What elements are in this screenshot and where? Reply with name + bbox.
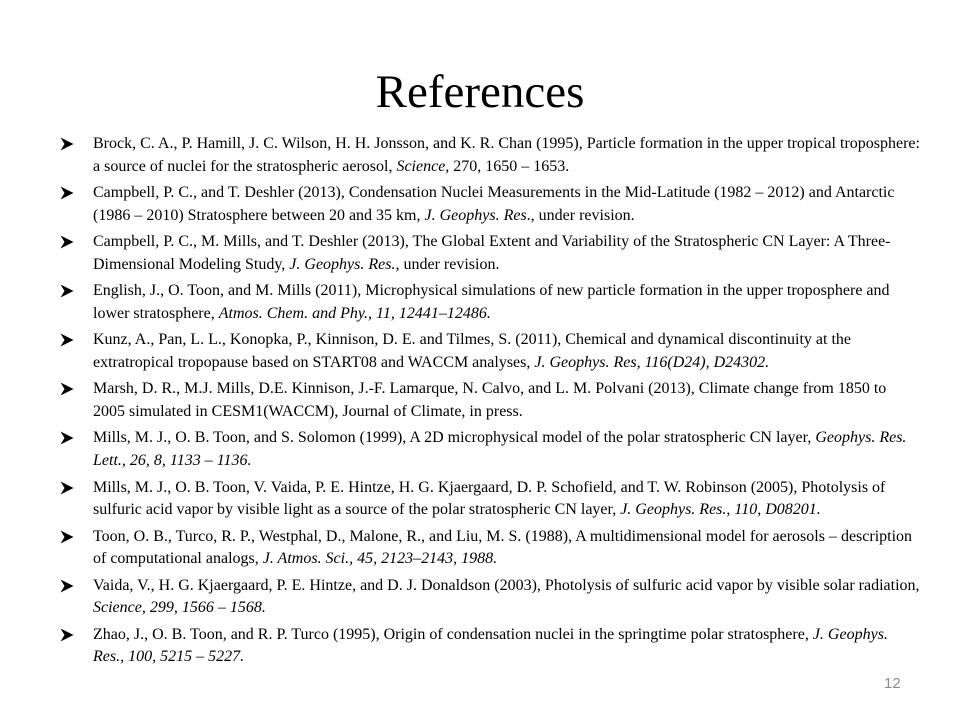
reference-item bbox=[60, 575, 920, 620]
reference-text bbox=[93, 479, 885, 519]
reference-citation: Science, 299, 1566 – 1568. bbox=[93, 599, 266, 617]
reference-segment: Campbell, P. C., and T. Deshler (2013), Condensation Nuclei Measurements in the Mid-Latitude (1982 – 2012) and Antarctic (1986 – 2010) Stratosphere between 20 and 35 km, bbox=[93, 184, 895, 224]
reference-text bbox=[93, 233, 891, 273]
reference-segment: Mills, M. J., O. B. Toon, and S. Solomon (1999), A 2D microphysical model of the polar stratospheric CN layer, bbox=[93, 429, 816, 447]
reference-text bbox=[93, 577, 920, 617]
page-number: 12 bbox=[884, 675, 901, 692]
slide-title: References bbox=[375, 66, 585, 118]
references-list bbox=[60, 133, 920, 673]
reference-segment: Zhao, J., O. B. Toon, and R. P. Turco (1995), Origin of condensation nuclei in the springtime polar stratosphere, bbox=[93, 625, 813, 643]
arrowhead-bullet-icon bbox=[60, 481, 74, 495]
reference-text bbox=[93, 626, 888, 666]
reference-text bbox=[93, 528, 912, 568]
reference-text bbox=[93, 380, 886, 420]
reference-citation: J. Geophys. Res, 116(D24), D24302. bbox=[534, 353, 770, 371]
arrowhead-bullet-icon bbox=[60, 628, 74, 642]
reference-text bbox=[93, 184, 894, 224]
reference-citation: J. Geophys. Res., 100, 5215 – 5227. bbox=[93, 625, 888, 666]
arrowhead-bullet-icon bbox=[60, 137, 74, 151]
reference-item bbox=[60, 526, 920, 571]
reference-segment: Brock, C. A., P. Hamill, J. C. Wilson, H. H. Jonsson, and K. R. Chan (1995), Particle formation in the upper tropical troposphere: a source of nuclei for the stratospheric aerosol, bbox=[93, 135, 920, 175]
arrowhead-bullet-icon bbox=[60, 382, 74, 396]
reference-segment: Campbell, P. C., M. Mills, and T. Deshler (2013), The Global Extent and Variability of the Stratospheric CN Layer: A Three-Dimensional Modeling Study, bbox=[93, 233, 891, 273]
arrowhead-bullet-icon bbox=[60, 579, 74, 593]
reference-item bbox=[60, 280, 920, 325]
arrowhead-bullet-icon bbox=[60, 530, 74, 544]
reference-item bbox=[60, 477, 920, 522]
reference-segment: , 270, 1650 – 1653. bbox=[445, 157, 570, 175]
reference-citation: Science bbox=[396, 157, 446, 175]
reference-text bbox=[93, 331, 851, 371]
reference-citation: J. Geophys. Res., 110, D08201. bbox=[620, 501, 821, 519]
reference-item bbox=[60, 231, 920, 276]
reference-item bbox=[60, 427, 920, 472]
reference-item bbox=[60, 133, 920, 178]
reference-citation: Geophys. Res. Lett., 26, 8, 1133 – 1136. bbox=[93, 429, 907, 470]
reference-segment: English, J., O. Toon, and M. Mills (2011), Microphysical simulations of new particle formation in the upper troposphere and lower stratosphere, bbox=[93, 282, 890, 322]
reference-segment: under revision. bbox=[399, 255, 500, 273]
arrowhead-bullet-icon bbox=[60, 431, 74, 445]
reference-segment: Toon, O. B., Turco, R. P., Westphal, D., Malone, R., and Liu, M. S. (1988), A multidimensional model for aerosols – description of computational analogs, bbox=[93, 527, 913, 568]
reference-citation: Atmos. Chem. and Phy., 11, 12441–12486. bbox=[218, 304, 491, 322]
reference-citation: J. Geophys. Res bbox=[424, 206, 527, 224]
arrowhead-bullet-icon bbox=[60, 235, 74, 249]
reference-segment: Kunz, A., Pan, L. L., Konopka, P., Kinnison, D. E. and Tilmes, S. (2011), Chemical and dynamical discontinuity at the extratropical tropopause based on START08 and WACCM analyses, bbox=[93, 331, 852, 371]
reference-segment: Marsh, D. R., M.J. Mills, D.E. Kinnison, J.-F. Lamarque, N. Calvo, and L. M. Polvani (2013), Climate change from 1850 to 2005 simulated in CESM1(WACCM), Journal of Climate, in press. bbox=[93, 380, 887, 420]
reference-text bbox=[93, 135, 920, 175]
arrowhead-bullet-icon bbox=[60, 333, 74, 347]
arrowhead-bullet-icon bbox=[60, 186, 74, 200]
reference-segment: ., under revision. bbox=[526, 206, 635, 224]
reference-segment: Vaida, V., H. G. Kjaergaard, P. E. Hintze, and D. J. Donaldson (2003), Photolysis of sulfuric acid vapor by visible solar radiation, bbox=[93, 576, 920, 594]
reference-citation: J. Atmos. Sci., 45, 2123–2143, 1988. bbox=[262, 550, 498, 568]
reference-item bbox=[60, 624, 920, 669]
reference-text bbox=[93, 282, 890, 322]
reference-item bbox=[60, 378, 920, 423]
arrowhead-bullet-icon bbox=[60, 284, 74, 298]
reference-item bbox=[60, 182, 920, 227]
reference-text bbox=[93, 429, 906, 469]
reference-item bbox=[60, 329, 920, 374]
reference-citation: J. Geophys. Res., bbox=[289, 255, 400, 273]
reference-segment: Mills, M. J., O. B. Toon, V. Vaida, P. E. Hintze, H. G. Kjaergaard, D. P. Schofield, and T. W. Robinson (2005), Photolysis of sulfuric acid vapor by visible light as a source of the polar stratospheric CN layer, bbox=[93, 478, 886, 519]
